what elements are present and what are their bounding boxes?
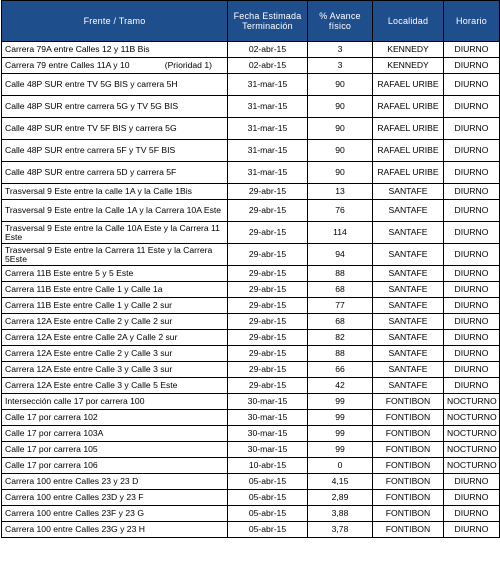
cell-localidad: SANTAFE [373, 298, 444, 314]
cell-localidad: FONTIBON [373, 490, 444, 506]
cell-fecha: 29-abr-15 [228, 266, 308, 282]
header-tramo: Frente / Tramo [2, 1, 228, 42]
table-row [2, 42, 500, 58]
cell-tramo: Trasversal 9 Este entre la Calle 1A y la Carrera 10A Este [2, 200, 228, 222]
cell-tramo: Carrera 100 entre Calles 23 y 23 D [2, 474, 228, 490]
table-row [2, 474, 500, 490]
header-row [2, 1, 500, 42]
cell-localidad: SANTAFE [373, 346, 444, 362]
cell-fecha: 29-abr-15 [228, 330, 308, 346]
cell-horario: DIURNO [444, 118, 500, 140]
cell-localidad: SANTAFE [373, 266, 444, 282]
cell-localidad: FONTIBON [373, 394, 444, 410]
cell-tramo: Calle 48P SUR entre carrera 5D y carrera 5F [2, 162, 228, 184]
table-row [2, 314, 500, 330]
cell-tramo [2, 58, 228, 74]
cell-avance: 2,89 [308, 490, 373, 506]
cell-fecha: 31-mar-15 [228, 140, 308, 162]
cell-fecha: 29-abr-15 [228, 244, 308, 266]
cell-tramo: Carrera 11B Este entre 5 y 5 Este [2, 266, 228, 282]
cell-localidad: FONTIBON [373, 474, 444, 490]
table-row [2, 490, 500, 506]
cell-localidad: RAFAEL URIBE [373, 162, 444, 184]
cell-avance: 88 [308, 346, 373, 362]
cell-fecha: 29-abr-15 [228, 362, 308, 378]
table-row [2, 298, 500, 314]
cell-horario: DIURNO [444, 362, 500, 378]
cell-horario: DIURNO [444, 244, 500, 266]
cell-avance: 88 [308, 266, 373, 282]
table-row [2, 74, 500, 96]
cell-tramo: Calle 17 por carrera 106 [2, 458, 228, 474]
table-row [2, 362, 500, 378]
cell-fecha: 29-abr-15 [228, 346, 308, 362]
cell-fecha: 30-mar-15 [228, 394, 308, 410]
cell-horario: DIURNO [444, 140, 500, 162]
cell-fecha: 02-abr-15 [228, 42, 308, 58]
cell-fecha: 29-abr-15 [228, 184, 308, 200]
table-row [2, 378, 500, 394]
cell-horario: NOCTURNO [444, 426, 500, 442]
cell-horario: DIURNO [444, 522, 500, 538]
table-row [2, 140, 500, 162]
cell-avance: 77 [308, 298, 373, 314]
cell-avance: 66 [308, 362, 373, 378]
cell-fecha: 29-abr-15 [228, 378, 308, 394]
cell-fecha: 31-mar-15 [228, 118, 308, 140]
table-row [2, 330, 500, 346]
cell-localidad: SANTAFE [373, 200, 444, 222]
table-row [2, 506, 500, 522]
cell-horario: DIURNO [444, 506, 500, 522]
cell-avance: 99 [308, 394, 373, 410]
cell-horario: DIURNO [444, 298, 500, 314]
cell-tramo: Carrera 79A entre Calles 12 y 11B Bis [2, 42, 228, 58]
cell-localidad: SANTAFE [373, 282, 444, 298]
table-row [2, 346, 500, 362]
cell-horario: NOCTURNO [444, 410, 500, 426]
cell-localidad: KENNEDY [373, 42, 444, 58]
cell-fecha: 31-mar-15 [228, 74, 308, 96]
cell-avance: 90 [308, 118, 373, 140]
cell-localidad: RAFAEL URIBE [373, 118, 444, 140]
cell-tramo-text: Carrera 79 entre Calles 11A y 10 [5, 60, 130, 71]
table-row [2, 222, 500, 244]
cell-fecha: 10-abr-15 [228, 458, 308, 474]
cell-avance: 3,78 [308, 522, 373, 538]
cell-localidad: FONTIBON [373, 522, 444, 538]
cell-horario: DIURNO [444, 162, 500, 184]
cell-avance: 99 [308, 426, 373, 442]
cell-avance: 68 [308, 314, 373, 330]
cell-tramo: Calle 48P SUR entre carrera 5F y TV 5F BIS [2, 140, 228, 162]
obras-table [1, 0, 500, 538]
cell-avance: 94 [308, 244, 373, 266]
cell-tramo: Calle 17 por carrera 105 [2, 442, 228, 458]
cell-avance: 90 [308, 96, 373, 118]
header-localidad: Localidad [373, 1, 444, 42]
cell-horario: DIURNO [444, 314, 500, 330]
cell-avance: 0 [308, 458, 373, 474]
cell-horario: DIURNO [444, 282, 500, 298]
table-row [2, 410, 500, 426]
cell-tramo: Calle 48P SUR entre TV 5G BIS y carrera 5H [2, 74, 228, 96]
table-row [2, 58, 500, 74]
cell-localidad: SANTAFE [373, 184, 444, 200]
cell-tramo: Carrera 12A Este entre Calle 2 y Calle 3 sur [2, 346, 228, 362]
cell-fecha: 29-abr-15 [228, 200, 308, 222]
cell-avance: 42 [308, 378, 373, 394]
header-horario: Horario [444, 1, 500, 42]
cell-avance: 3 [308, 58, 373, 74]
cell-avance: 90 [308, 74, 373, 96]
cell-localidad: RAFAEL URIBE [373, 74, 444, 96]
cell-tramo: Carrera 12A Este entre Calle 2A y Calle 2 sur [2, 330, 228, 346]
table-row [2, 200, 500, 222]
cell-avance: 99 [308, 442, 373, 458]
cell-localidad: SANTAFE [373, 378, 444, 394]
cell-tramo: Carrera 100 entre Calles 23G y 23 H [2, 522, 228, 538]
cell-tramo: Trasversal 9 Este entre la Calle 10A Este y la Carrera 11 Este [2, 222, 228, 244]
cell-tramo: Calle 48P SUR entre carrera 5G y TV 5G BIS [2, 96, 228, 118]
table-row [2, 184, 500, 200]
cell-fecha: 05-abr-15 [228, 490, 308, 506]
header-avance: % Avance físico [308, 1, 373, 42]
cell-localidad: SANTAFE [373, 222, 444, 244]
cell-avance: 13 [308, 184, 373, 200]
cell-tramo: Carrera 12A Este entre Calle 3 y Calle 5 Este [2, 378, 228, 394]
cell-localidad: FONTIBON [373, 506, 444, 522]
cell-tramo: Carrera 100 entre Calles 23D y 23 F [2, 490, 228, 506]
cell-horario: DIURNO [444, 184, 500, 200]
cell-fecha: 05-abr-15 [228, 506, 308, 522]
cell-avance: 3 [308, 42, 373, 58]
table-row [2, 244, 500, 266]
cell-localidad: FONTIBON [373, 426, 444, 442]
cell-localidad: FONTIBON [373, 458, 444, 474]
cell-horario: NOCTURNO [444, 442, 500, 458]
cell-horario: DIURNO [444, 200, 500, 222]
cell-fecha: 29-abr-15 [228, 282, 308, 298]
table-row [2, 96, 500, 118]
table-row [2, 282, 500, 298]
table-row [2, 458, 500, 474]
cell-horario: DIURNO [444, 58, 500, 74]
cell-avance: 99 [308, 410, 373, 426]
cell-localidad: SANTAFE [373, 314, 444, 330]
cell-tramo: Carrera 11B Este entre Calle 1 y Calle 1a [2, 282, 228, 298]
table-row [2, 522, 500, 538]
cell-fecha: 30-mar-15 [228, 426, 308, 442]
cell-horario: DIURNO [444, 266, 500, 282]
cell-localidad: SANTAFE [373, 244, 444, 266]
cell-tramo: Calle 17 por carrera 103A [2, 426, 228, 442]
cell-horario: DIURNO [444, 330, 500, 346]
cell-localidad: FONTIBON [373, 410, 444, 426]
cell-localidad: RAFAEL URIBE [373, 140, 444, 162]
cell-localidad: SANTAFE [373, 362, 444, 378]
cell-fecha: 31-mar-15 [228, 96, 308, 118]
cell-localidad: KENNEDY [373, 58, 444, 74]
cell-fecha: 30-mar-15 [228, 442, 308, 458]
cell-horario: DIURNO [444, 222, 500, 244]
table-row [2, 266, 500, 282]
cell-tramo: Carrera 12A Este entre Calle 3 y Calle 3 sur [2, 362, 228, 378]
cell-horario: NOCTURNO [444, 394, 500, 410]
cell-fecha: 29-abr-15 [228, 222, 308, 244]
cell-avance: 82 [308, 330, 373, 346]
cell-localidad: SANTAFE [373, 330, 444, 346]
table-row [2, 442, 500, 458]
cell-avance: 3,88 [308, 506, 373, 522]
cell-fecha: 29-abr-15 [228, 298, 308, 314]
cell-localidad: FONTIBON [373, 442, 444, 458]
cell-tramo: Carrera 100 entre Calles 23F y 23 G [2, 506, 228, 522]
cell-horario: NOCTURNO [444, 458, 500, 474]
cell-tramo: Calle 48P SUR entre TV 5F BIS y carrera 5G [2, 118, 228, 140]
cell-tramo: Trasversal 9 Este entre la Carrera 11 Este y la Carrera 5Este [2, 244, 228, 266]
cell-horario: DIURNO [444, 42, 500, 58]
cell-tramo: Calle 17 por carrera 102 [2, 410, 228, 426]
cell-tramo-note: (Prioridad 1) [164, 60, 212, 71]
cell-fecha: 02-abr-15 [228, 58, 308, 74]
cell-horario: DIURNO [444, 96, 500, 118]
cell-horario: DIURNO [444, 490, 500, 506]
cell-avance: 90 [308, 140, 373, 162]
cell-fecha: 05-abr-15 [228, 522, 308, 538]
cell-horario: DIURNO [444, 346, 500, 362]
cell-tramo: Carrera 11B Este entre Calle 1 y Calle 2 sur [2, 298, 228, 314]
cell-fecha: 30-mar-15 [228, 410, 308, 426]
cell-horario: DIURNO [444, 378, 500, 394]
table-row [2, 118, 500, 140]
cell-fecha: 29-abr-15 [228, 314, 308, 330]
cell-tramo: Intersección calle 17 por carrera 100 [2, 394, 228, 410]
cell-fecha: 05-abr-15 [228, 474, 308, 490]
header-fecha: Fecha Estimada Terminación [228, 1, 308, 42]
cell-tramo-wrap [5, 61, 224, 70]
table-header [2, 1, 500, 42]
cell-avance: 76 [308, 200, 373, 222]
cell-avance: 4,15 [308, 474, 373, 490]
cell-fecha: 31-mar-15 [228, 162, 308, 184]
table-row [2, 394, 500, 410]
table-row [2, 162, 500, 184]
cell-avance: 90 [308, 162, 373, 184]
cell-tramo: Carrera 12A Este entre Calle 2 y Calle 2 sur [2, 314, 228, 330]
cell-horario: DIURNO [444, 474, 500, 490]
cell-localidad: RAFAEL URIBE [373, 96, 444, 118]
table-row [2, 426, 500, 442]
cell-avance: 68 [308, 282, 373, 298]
table-body [2, 42, 500, 538]
cell-avance: 114 [308, 222, 373, 244]
cell-horario: DIURNO [444, 74, 500, 96]
cell-tramo: Trasversal 9 Este entre la calle 1A y la Calle 1Bis [2, 184, 228, 200]
